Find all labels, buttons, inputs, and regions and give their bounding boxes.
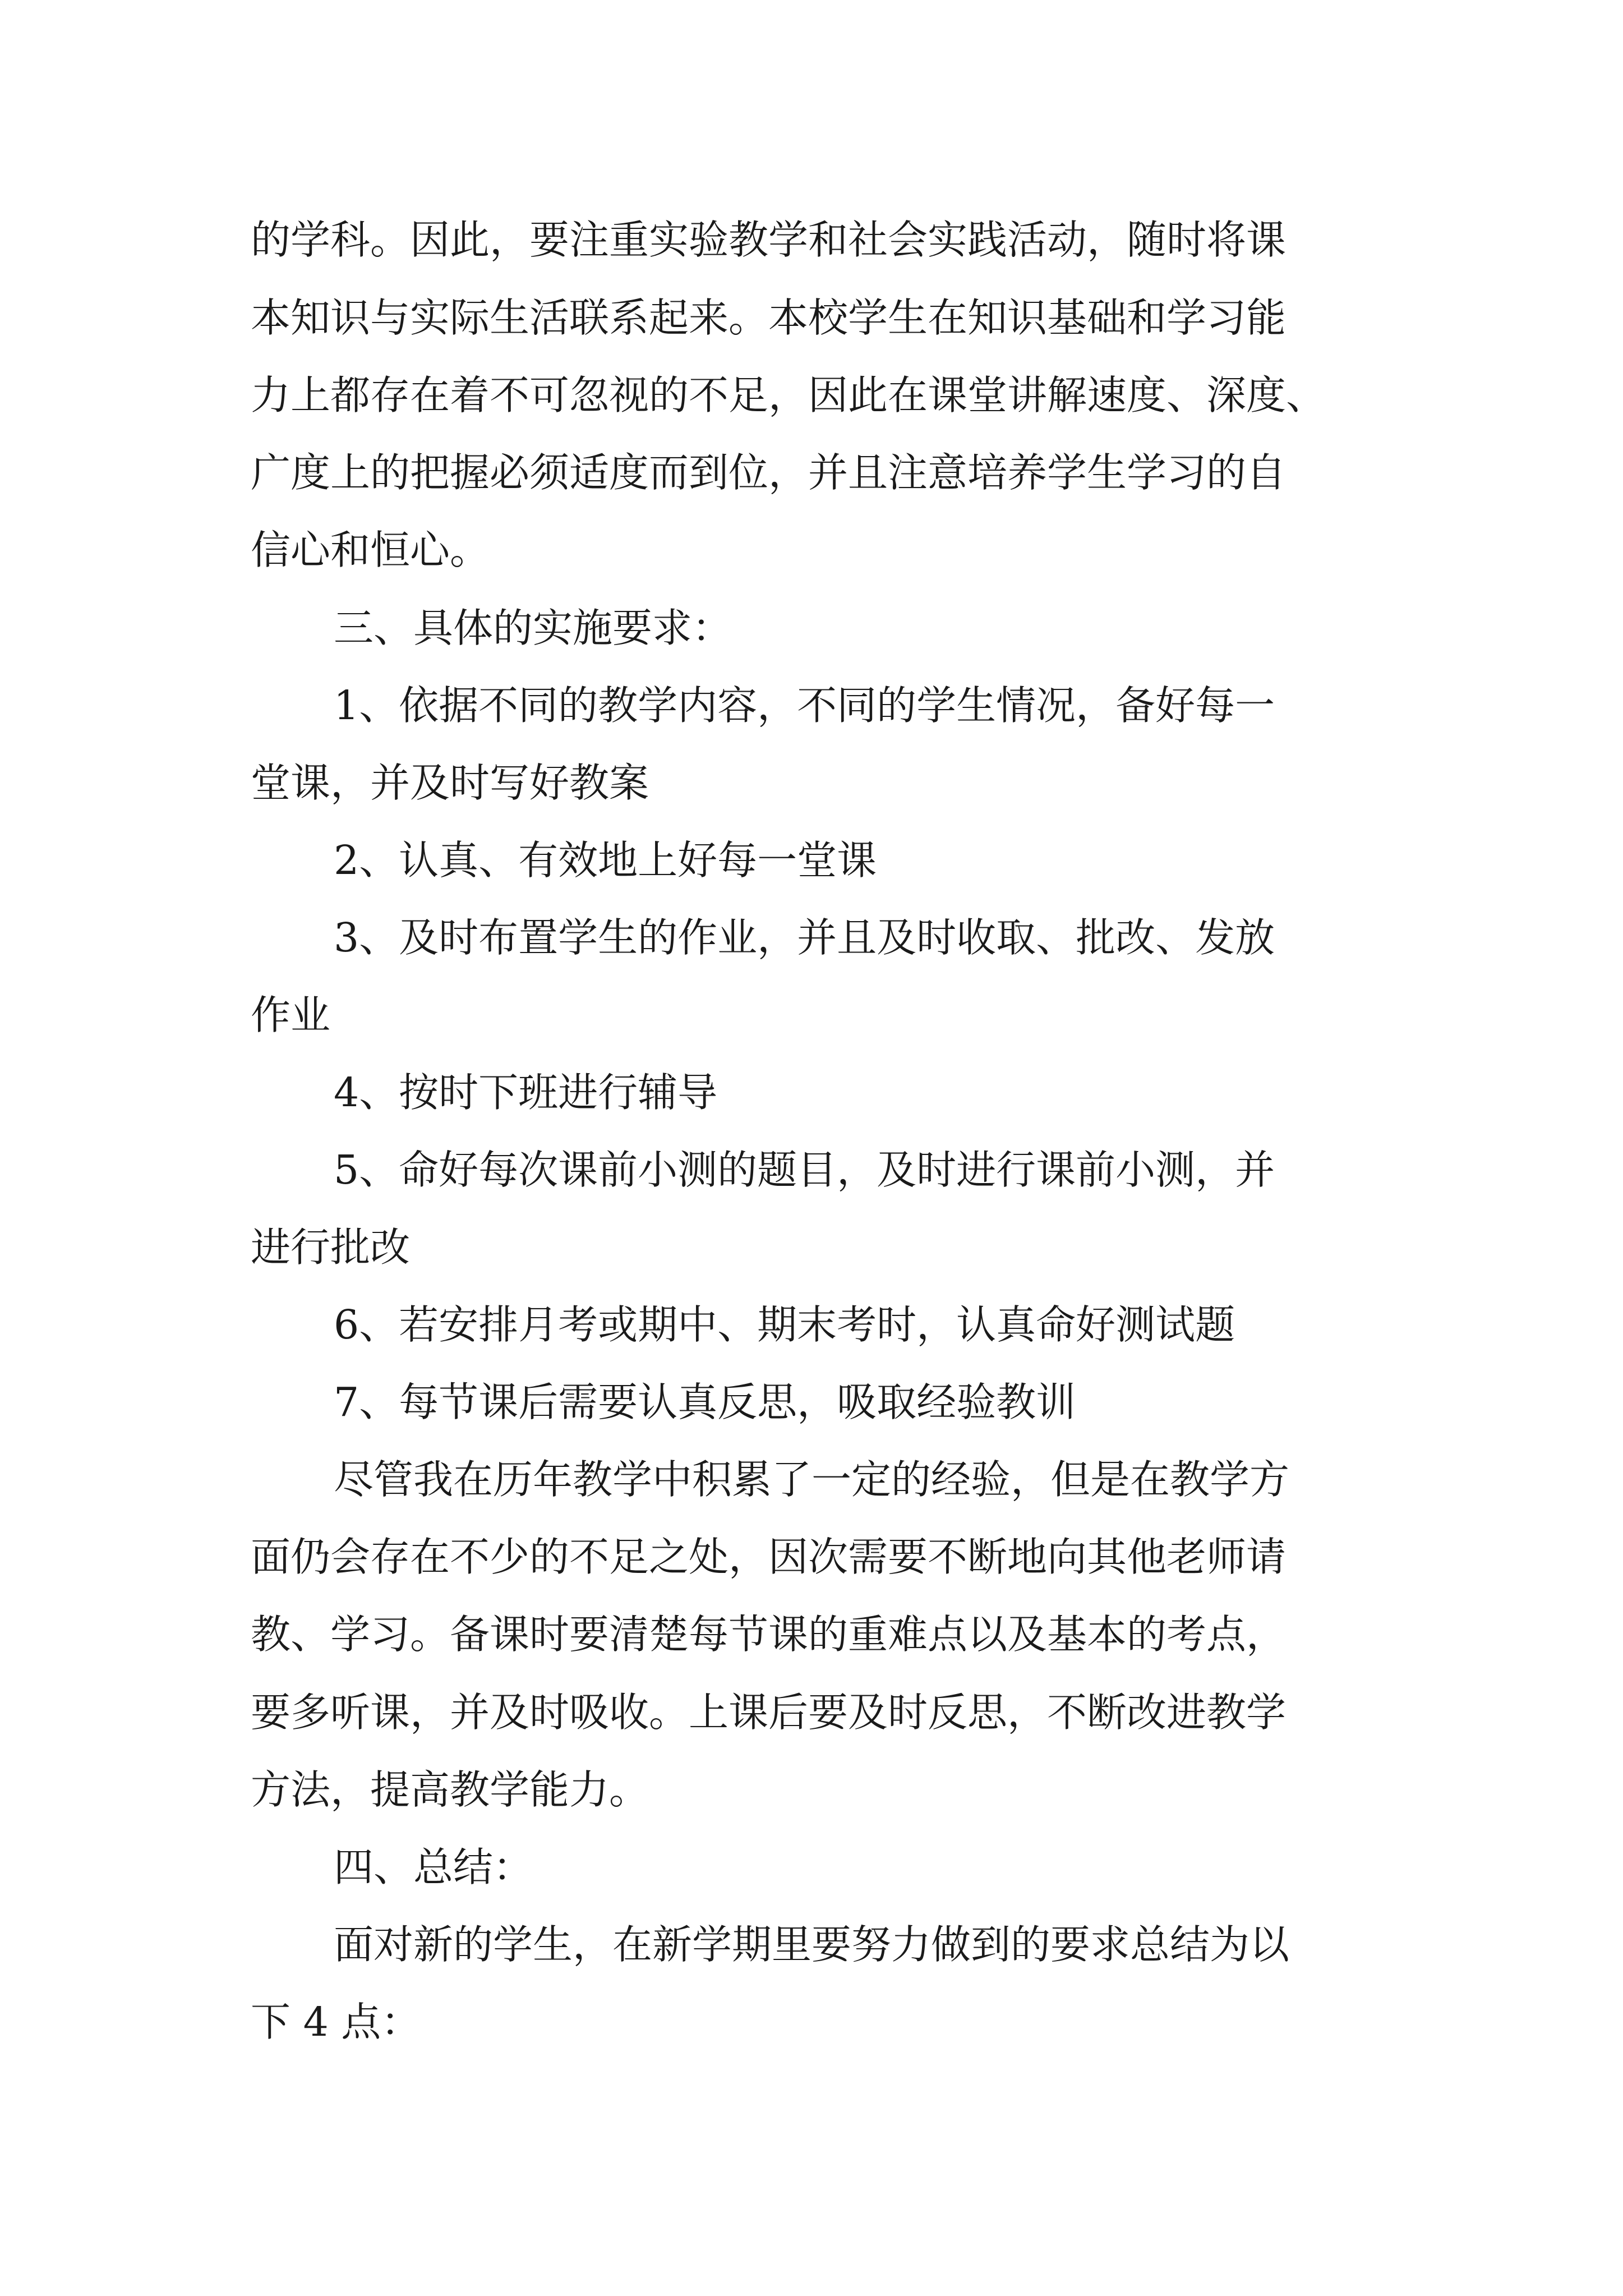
paragraph-line: 信心和恒心。: [251, 527, 490, 573]
paragraph-line: 下 4 点：: [251, 1999, 421, 2045]
list-item-line: 作业: [251, 992, 331, 1038]
section-heading: 三、具体的实施要求：: [334, 605, 732, 651]
list-item-line: 4、按时下班进行辅导: [334, 1069, 718, 1116]
paragraph-line: 广度上的把握必须适度而到位，并且注意培养学生学习的自: [251, 449, 1287, 496]
list-item-line: 堂课，并及时写好教案: [251, 760, 649, 806]
paragraph-line: 教、学习。备课时要清楚每节课的重难点以及基本的考点，: [251, 1611, 1287, 1658]
paragraph-line: 方法，提高教学能力。: [251, 1766, 649, 1813]
paragraph-line: 面仍会存在不少的不足之处，因次需要不断地向其他老师请: [251, 1534, 1287, 1580]
list-item-line: 3、及时布置学生的作业，并且及时收取、批改、发放: [334, 914, 1275, 961]
section-heading: 四、总结：: [334, 1844, 533, 1890]
paragraph-line: 要多听课，并及时吸收。上课后要及时反思，不断改进教学: [251, 1689, 1287, 1736]
list-item-line: 5、命好每次课前小测的题目，及时进行课前小测，并: [334, 1147, 1275, 1193]
list-item-line: 7、每节课后需要认真反思，吸取经验教训: [334, 1379, 1076, 1425]
paragraph-line: 本知识与实际生活联系起来。本校学生在知识基础和学习能: [251, 295, 1287, 341]
paragraph-line: 力上都存在着不可忽视的不足，因此在课堂讲解速度、深度、: [251, 372, 1326, 418]
list-item-line: 进行批改: [251, 1224, 411, 1271]
paragraph-line: 面对新的学生，在新学期里要努力做到的要求总结为以: [334, 1921, 1290, 1968]
paragraph-line: 尽管我在历年教学中积累了一定的经验，但是在教学方: [334, 1456, 1290, 1503]
list-item-line: 1、依据不同的教学内容，不同的学生情况，备好每一: [334, 682, 1275, 729]
paragraph-line: 的学科。因此，要注重实验教学和社会实践活动，随时将课: [251, 217, 1287, 263]
list-item-line: 2、认真、有效地上好每一堂课: [334, 837, 877, 884]
list-item-line: 6、若安排月考或期中、期末考时，认真命好测试题: [334, 1301, 1235, 1348]
